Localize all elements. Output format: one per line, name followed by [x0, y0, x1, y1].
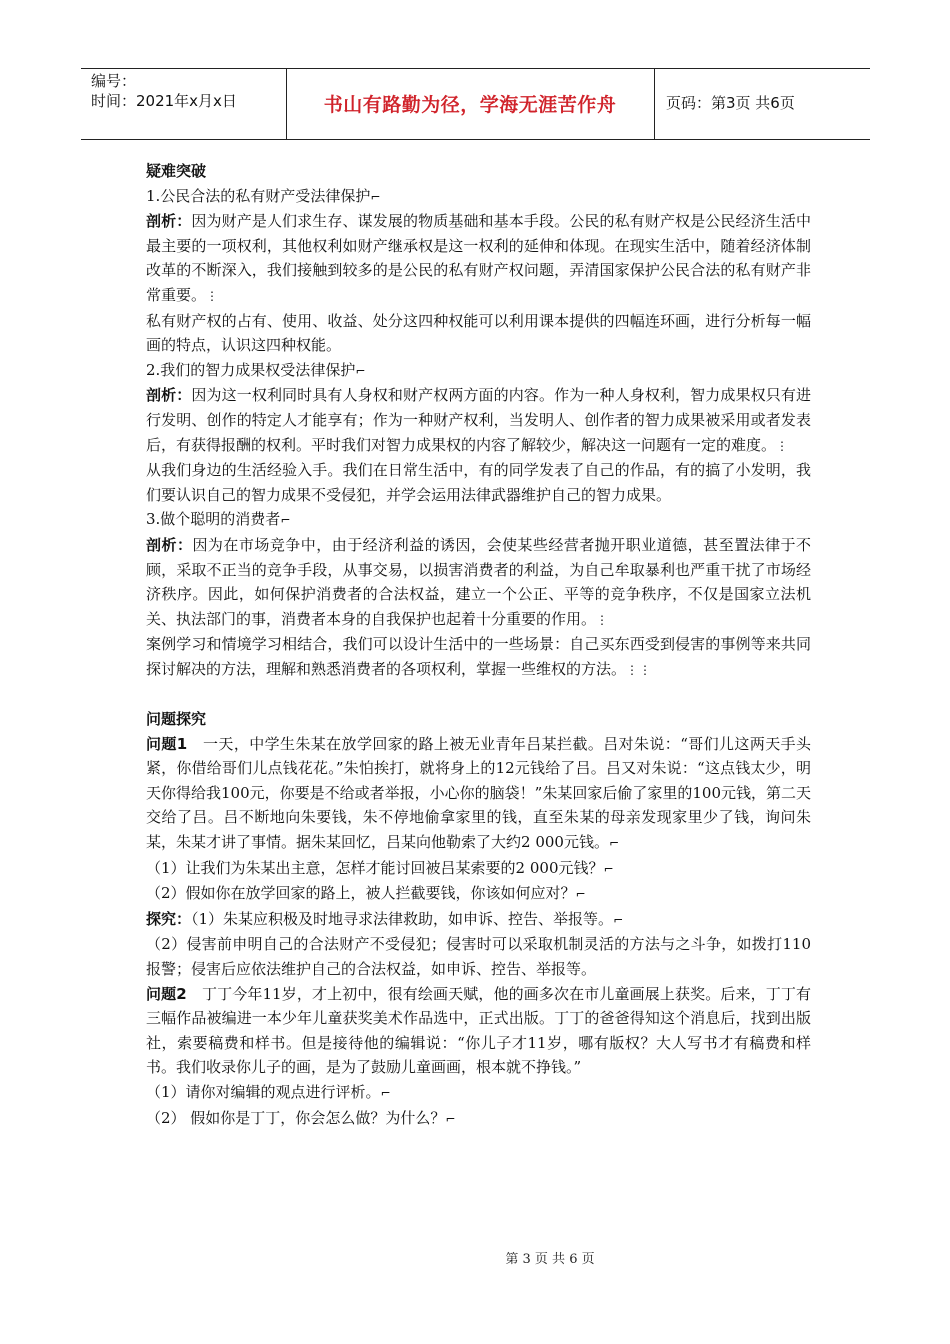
- header-meta: [91, 71, 237, 111]
- problem-paragraph: 问题1 一天，中学生朱某在放学回家的路上被无业青年吕某拦截。吕对朱说：“哥们儿这两天手头紧，你借给哥们儿点钱花花。”朱怕挨打，就将身上的12元钱给了吕。吕又对朱说：“这点钱太少，明天你得给我100元，你要是不给或者举报，小心你的脑袋！”朱某回家后偷了家里的100元钱，第二天交给了吕。吕不断地向朱要钱，朱不停地偷拿家里的钱，直至朱某的母亲发现家里少了钱，询问朱某，朱某才讲了事情。据朱某回忆，吕某向他勒索了大约2 000元钱。⌐: [146, 734, 811, 852]
- sub-question: （1）让我们为朱某出主意，怎样才能讨回被吕某索要的2 000元钱？⌐: [146, 858, 615, 877]
- explore-label: 探究：: [146, 909, 192, 928]
- header-motto: 书山有路勤为径，学海无涯苦作舟: [323, 94, 617, 116]
- paragraph-mark: ⋮⋮: [626, 662, 653, 677]
- paragraph-mark: ⋮: [206, 288, 220, 303]
- method-paragraph: 从我们身边的生活经验入手。我们在日常生活中，有的同学发表了自己的作品，有的搞了小发明，我们要认识自己的智力成果不受侵犯，并学会运用法律武器维护自己的智力成果。: [146, 461, 811, 504]
- paragraph-mark: ⋮: [596, 612, 610, 627]
- header-page-info: 页码：第3页 共6页: [666, 94, 795, 112]
- page-header: [81, 68, 870, 140]
- paragraph-mark: ⌐: [613, 912, 625, 927]
- question-title: 1.公民合法的私有财产受法律保护⌐: [146, 186, 382, 205]
- header-number: 编号：: [91, 72, 137, 90]
- paragraph-mark: ⌐: [380, 1085, 392, 1100]
- method-paragraph: 私有财产权的占有、使用、收益、处分这四种权能可以利用课本提供的四幅连环画，进行分析每一幅画的特点，认识这四种权能。: [146, 311, 811, 355]
- analysis-label: 剖析：: [146, 386, 192, 405]
- paragraph-mark: ⌐: [608, 836, 621, 851]
- problem-label: 问题2: [146, 984, 187, 1003]
- header-top-rule: [81, 68, 870, 69]
- paragraph-mark: ⌐: [355, 363, 367, 378]
- header-divider: [654, 68, 655, 140]
- question-title: 3.做个聪明的消费者⌐: [146, 510, 292, 529]
- method-paragraph: 案例学习和情境学习相结合，我们可以设计生活中的一些场景：自己买东西受到侵害的事例等来共同探讨解决的方法，理解和熟悉消费者的各项权利，掌握一些维权的方法。⋮⋮: [146, 635, 811, 678]
- sub-question: （2） 假如你是丁丁，你会怎么做？为什么？⌐: [146, 1108, 457, 1127]
- problem-paragraph: 问题2 丁丁今年11岁，才上初中，很有绘画天赋，他的画多次在市儿童画展上获奖。后来，丁丁有三幅作品被编进一本少年儿童获奖美术作品选中，正式出版。丁丁的爸爸得知这个消息后，找到出版社，索要稿费和样书。但是接待他的编辑说：“你儿子才11岁，哪有版权？大人写书才有稿费和样书。我们收录你儿子的画，是为了鼓励儿童画画，根本就不挣钱。”: [146, 984, 812, 1077]
- analysis-label: 剖析：: [146, 535, 193, 554]
- header-bottom-rule: [81, 139, 870, 140]
- page-footer: 第 3 页 共 6 页: [505, 1252, 595, 1267]
- sub-question: （1）请你对编辑的观点进行评析。⌐: [146, 1082, 392, 1101]
- spacer: [146, 682, 811, 707]
- paragraph-mark: ⌐: [445, 1111, 457, 1126]
- paragraph-mark: ⌐: [575, 887, 587, 902]
- analysis-label: 剖析：: [146, 212, 192, 231]
- paragraph-mark: ⌐: [280, 513, 292, 528]
- analysis-paragraph: 剖析：因为在市场竞争中，由于经济利益的诱因，会使某些经营者抛开职业道德，甚至置法律于不顾，采取不正当的竞争手段，从事交易，以损害消费者的利益，为自己牟取暴利也严重干扰了市场经济秩序。因此，如何保护消费者的合法权益，建立一个公正、平等的竞争秩序，不仅是国家立法机关、执法部门的事，消费者本身的自我保护也起着十分重要的作用。⋮: [146, 535, 811, 628]
- analysis-paragraph: 剖析：因为财产是人们求生存、谋发展的物质基础和基本手段。公民的私有财产权是公民经济生活中最主要的一项权利，其他权利如财产继承权是这一权利的延伸和体现。在现实生活中，随着经济体制改革的不断深入，我们接触到较多的是公民的私有财产权问题，弄清国家保护公民合法的私有财产非常重要。⋮: [146, 212, 811, 304]
- question-title: 2.我们的智力成果权受法律保护⌐: [146, 360, 367, 379]
- explore-paragraph: （2）侵害前申明自己的合法财产不受侵犯；侵害时可以采取机制灵活的方法与之斗争，如拨打110报警；侵害后应依法维护自己的合法权益，如申诉、控告、举报等。: [146, 935, 811, 978]
- paragraph-mark: ⌐: [603, 861, 615, 876]
- document-body: [146, 159, 811, 1131]
- paragraph-mark: ⋮: [776, 438, 790, 453]
- header-date: 时间：2021年x月x日: [91, 92, 237, 110]
- explore-paragraph: 探究：（1）朱某应积极及时地寻求法律救助，如申诉、控告、举报等。⌐: [146, 909, 625, 928]
- section-heading: 疑难突破: [146, 162, 207, 180]
- analysis-paragraph: 剖析：因为这一权利同时具有人身权和财产权两方面的内容。作为一种人身权利，智力成果权只有进行发明、创作的特定人才能享有；作为一种财产权利，当发明人、创作者的智力成果被采用或者发表后，有获得报酬的权利。平时我们对智力成果权的内容了解较少，解决这一问题有一定的难度。⋮: [146, 386, 811, 454]
- sub-question: （2）假如你在放学回家的路上，被人拦截要钱，你该如何应对？⌐: [146, 884, 587, 903]
- problem-label: 问题1: [146, 734, 188, 753]
- paragraph-mark: ⌐: [370, 189, 382, 204]
- section-heading: 问题探究: [146, 710, 207, 729]
